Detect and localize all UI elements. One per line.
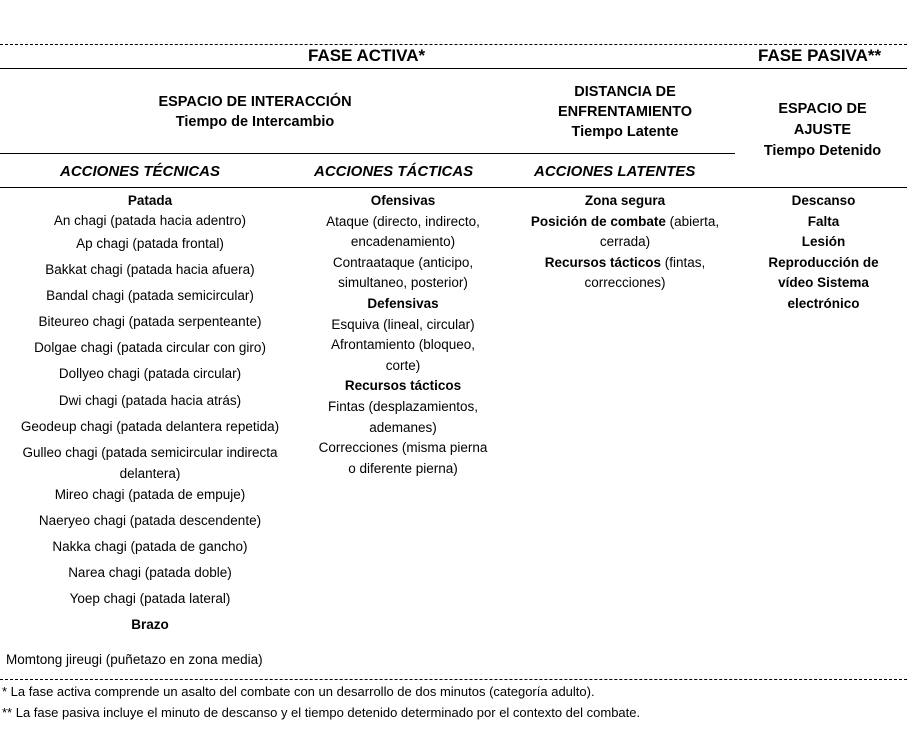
defensivas-heading: Defensivas (367, 295, 439, 311)
recursos-latentes-detail: (fintas, (661, 254, 706, 270)
acciones-latentes-heading: ACCIONES LATENTES (534, 163, 696, 180)
kick-item: Geodeup chagi (patada delantera repetida) (20, 418, 280, 434)
kick-item: Narea chagi (patada doble) (68, 565, 232, 581)
espacio-interaccion-title: ESPACIO DE INTERACCIÓN (158, 94, 352, 110)
latentes-column (510, 191, 740, 294)
tactic-item: Contraataque (anticipo, (332, 254, 474, 270)
acciones-tecnicas-heading: ACCIONES TÉCNICAS (60, 163, 221, 180)
kick-item: Ap chagi (patada frontal) (76, 236, 224, 251)
brazo-heading: Brazo (131, 617, 169, 633)
tactic-item: o diferente pierna) (348, 460, 458, 476)
kick-item: Dolgae chagi (patada circular con giro) (34, 340, 266, 356)
tactic-item: Ataque (directo, indirecto, (326, 213, 480, 229)
recursos-latentes-line2: correcciones) (584, 275, 666, 291)
tactic-item: encadenamiento) (350, 234, 456, 250)
arm-item: Momtong jireugi (puñetazo en zona media) (6, 652, 263, 667)
pasiva-item: Reproducción de (768, 254, 879, 270)
kick-item: Yoep chagi (patada lateral) (69, 591, 231, 607)
subheader-bottom-rule (0, 187, 907, 188)
recursos-tacticos-heading: Recursos tácticos (344, 378, 462, 394)
kick-item: Bakkat chagi (patada hacia afuera) (45, 262, 255, 278)
kick-item: Dollyeo chagi (patada circular) (58, 366, 242, 382)
pasiva-column (740, 191, 907, 315)
ofensivas-heading: Ofensivas (370, 193, 436, 208)
kick-item: Dwi chagi (patada hacia atrás) (58, 392, 242, 408)
kick-item: Biteureo chagi (patada serpenteante) (38, 314, 262, 330)
distancia-line1: DISTANCIA DE (574, 84, 676, 100)
kick-item: Mireo chagi (patada de empuje) (54, 486, 246, 502)
footnote-fase-pasiva: ** La fase pasiva incluye el minuto de descanso y el tiempo detenido determinado por el contexto del combate. (2, 705, 641, 720)
espacio-interaccion-header (95, 92, 415, 132)
recursos-latentes-label: Recursos tácticos (544, 254, 662, 270)
kick-item: Gulleo chagi (patada semicircular indirecta (22, 444, 278, 460)
zona-segura: Zona segura (584, 193, 666, 208)
kick-item: An chagi (patada hacia adentro) (53, 213, 247, 228)
pasiva-item: Falta (807, 213, 840, 229)
patada-heading: Patada (127, 193, 173, 208)
espacio-interaccion-subtitle: Tiempo de Intercambio (175, 114, 335, 130)
posicion-combate-line2: cerrada) (599, 234, 651, 250)
tacticas-column (302, 191, 504, 479)
tactic-item: simultaneo, posterior) (338, 275, 468, 291)
posicion-combate (510, 212, 740, 233)
espacio-ajuste-line2: AJUSTE (793, 122, 852, 138)
kick-item: Bandal chagi (patada semicircular) (46, 288, 254, 304)
tactic-item: corte) (385, 357, 421, 373)
tactic-item: Fintas (desplazamientos, (327, 398, 479, 414)
recursos-latentes (510, 253, 740, 274)
subheader-top-rule (0, 153, 735, 154)
espacio-ajuste-subtitle: Tiempo Detenido (763, 143, 882, 159)
espacio-ajuste-line1: ESPACIO DE (778, 101, 867, 117)
header-rule (0, 68, 907, 69)
acciones-tacticas-heading: ACCIONES TÁCTICAS (314, 163, 474, 180)
kick-item: Nakka chagi (patada de gancho) (52, 538, 248, 554)
fase-activa-heading: FASE ACTIVA* (308, 46, 426, 65)
pasiva-item: Descanso (791, 193, 856, 208)
footnote-fase-activa: * La fase activa comprende un asalto del combate con un desarrollo de dos minutos (categoría adulto). (2, 684, 595, 699)
distancia-header (525, 82, 725, 142)
tecnicas-column (0, 191, 300, 638)
pasiva-item: Lesión (801, 234, 846, 250)
posicion-combate-label: Posición de combate (530, 213, 666, 229)
top-dashed-rule (0, 44, 907, 45)
tactic-item: Correcciones (misma pierna (318, 440, 488, 456)
pasiva-item: electrónico (787, 295, 860, 311)
pasiva-item: vídeo Sistema (778, 275, 869, 291)
tactic-item: ademanes) (369, 419, 437, 435)
kick-item: Naeryeo chagi (patada descendente) (38, 512, 262, 528)
distancia-subtitle: Tiempo Latente (571, 124, 679, 140)
fase-pasiva-heading: FASE PASIVA** (758, 46, 882, 65)
distancia-line2: ENFRENTAMIENTO (558, 104, 692, 120)
tactic-item: Afrontamiento (bloqueo, (330, 337, 476, 353)
bottom-dashed-rule (0, 679, 907, 680)
espacio-ajuste-header (740, 99, 905, 162)
posicion-combate-detail: (abierta, (665, 213, 720, 229)
kick-item-continuation: delantera) (119, 465, 181, 481)
tactic-item: Esquiva (lineal, circular) (331, 316, 475, 332)
